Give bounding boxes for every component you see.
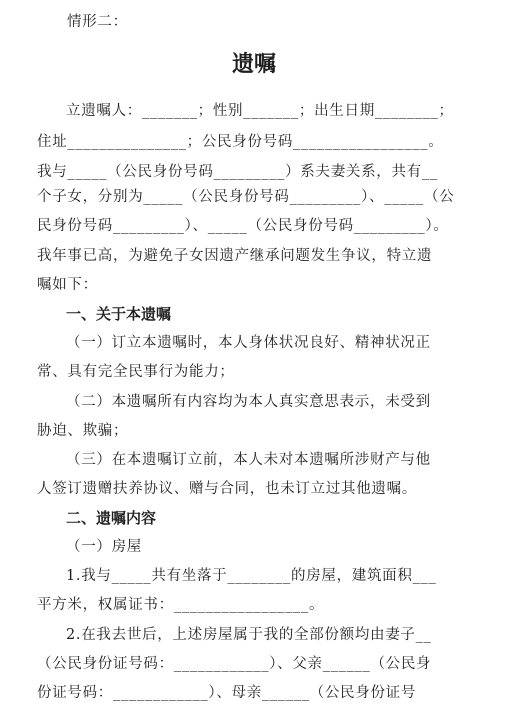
- subheading-house: （一）房屋: [66, 539, 142, 555]
- house-item-1-cont: 平方米，权属证书：_________________。: [37, 597, 325, 613]
- document-title: 遗嘱: [231, 52, 276, 77]
- house-item-2: 2.在我去世后，上述房屋属于我的全部份额均由妻子__: [66, 627, 432, 643]
- scenario-label: 情形二：: [67, 14, 128, 30]
- address-line: 住址_______________；公民身份号码_________________。: [37, 134, 444, 150]
- house-item-1: 1.我与_____共有坐落于________的房屋，建筑面积___: [66, 568, 437, 584]
- clause-2-cont: 胁迫、欺骗；: [37, 423, 129, 439]
- children-id-line: 民身份号码_________）、_____（公民身份号码_________）。: [37, 218, 449, 234]
- section-heading-about-will: 一、关于本遗嘱: [66, 305, 172, 323]
- house-item-2-cont: （公民身份证号码：____________）、父亲______（公民身: [37, 656, 432, 672]
- clause-3: （三）在本遗嘱订立前，本人未对本遗嘱所涉财产与他: [66, 452, 431, 468]
- clause-1: （一）订立本遗嘱时，本人身体状况良好、精神状况正: [66, 335, 431, 351]
- section-heading-will-content: 二、遗嘱内容: [66, 509, 157, 527]
- spouse-line: 我与_____（公民身份号码_________）系夫妻关系，共有__: [37, 164, 438, 180]
- reason-line: 我年事已高，为避免子女因遗产继承问题发生争议，特立遗: [37, 248, 433, 264]
- house-item-2-cont2: 份证号码：____________）、母亲______（公民身份证号: [37, 685, 417, 701]
- children-line: 个子女，分别为_____（公民身份号码_________）、_____（公: [37, 189, 455, 205]
- clause-1-cont: 常、具有完全民事行为能力；: [37, 364, 235, 380]
- reason-line-end: 嘱如下：: [37, 277, 98, 293]
- clause-2: （二）本遗嘱所有内容均为本人真实意思表示，未受到: [66, 394, 431, 410]
- clause-3-cont: 人签订遗赠扶养协议、赠与合同，也未订立过其他遗嘱。: [37, 481, 417, 497]
- testator-line: 立遗嘱人：_______；性别_______；出生日期________；: [66, 103, 454, 119]
